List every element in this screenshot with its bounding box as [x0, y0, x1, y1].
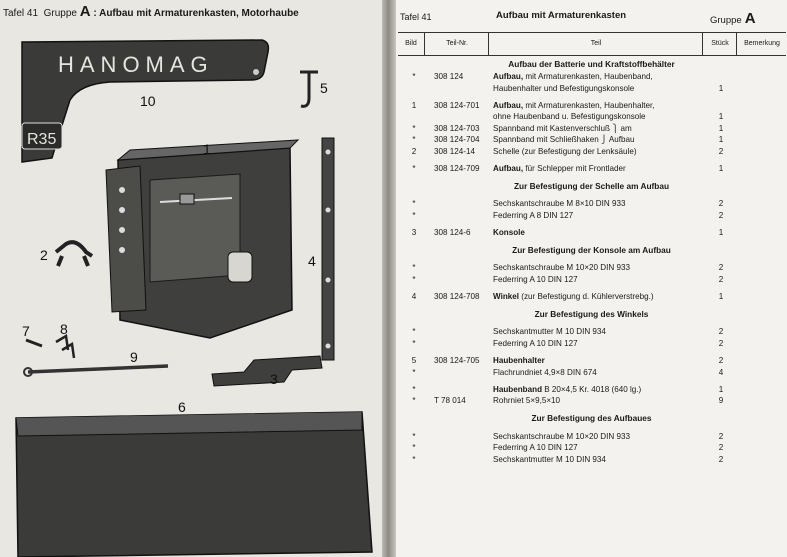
callout-6: 6: [178, 399, 186, 415]
right-gruppe-label: Gruppe: [710, 15, 742, 26]
cell-stueck: 2: [718, 263, 724, 273]
table-row: [396, 355, 787, 367]
cell-teil: Aufbau, mit Armaturenkasten, Haubenhalter,: [493, 100, 655, 110]
exploded-parts-illustration: [0, 20, 382, 557]
cell-teil-nr: 308 124-704: [434, 135, 480, 145]
table-row: [396, 83, 787, 95]
cell-bild: 4: [411, 292, 417, 301]
cell-stueck: 2: [718, 199, 724, 209]
callout-8: 8: [60, 321, 68, 337]
right-gruppe-letter: A: [744, 10, 756, 27]
cell-teil: Sechskantmutter M 10 DIN 934: [493, 454, 606, 464]
section-heading: Zur Befestigung des Aufbaues: [531, 413, 652, 424]
cell-bild: *: [412, 275, 416, 284]
col-bild: Bild: [405, 40, 417, 47]
cell-bild: 3: [411, 228, 417, 237]
table-row: [396, 291, 787, 303]
cell-stueck: 2: [718, 443, 724, 453]
cell-teil-nr: 308 124-709: [434, 164, 480, 173]
cell-teil-nr: 308 124: [434, 72, 464, 81]
cell-bild: *: [412, 263, 416, 273]
cell-teil: Federring A 10 DIN 127: [493, 443, 578, 453]
cell-stueck: 2: [718, 147, 724, 156]
section-heading: Zur Befestigung des Winkels: [534, 309, 649, 319]
cell-teil: Federring A 10 DIN 127: [493, 275, 578, 284]
cell-teil: Sechskantschraube M 10×20 DIN 933: [493, 431, 631, 441]
cell-teil: Schelle (zur Befestigung der Lenksäule): [493, 147, 637, 156]
cell-stueck: 1: [718, 123, 724, 133]
cell-stueck: 1: [718, 135, 724, 145]
left-page: [0, 0, 382, 557]
table-row: [396, 227, 787, 239]
callout-1: 1: [203, 141, 211, 157]
callout-10: 10: [140, 93, 156, 109]
part-7-screw: [26, 340, 42, 346]
col-bemerkung: Bemerkung: [736, 33, 787, 55]
callout-3: 3: [270, 371, 278, 387]
part-6-hood-cover: [16, 412, 372, 557]
cell-teil-nr: 308 124-705: [434, 356, 480, 365]
col-teil: Teil: [488, 33, 703, 55]
cell-teil: Spannband mit Kastenverschluß ⎫ am: [493, 123, 632, 133]
hanomag-logo-text: HANOMAG: [58, 52, 214, 77]
table-row: [396, 384, 787, 396]
part-9-hood-band: [24, 366, 168, 376]
cell-teil: ohne Haubenband u. Befestigungskonsole: [493, 112, 646, 122]
table-row: [396, 326, 787, 338]
left-page-header: [3, 3, 299, 20]
table-row: [396, 338, 787, 350]
left-gruppe-letter: A: [79, 3, 91, 20]
callout-2: 2: [40, 247, 48, 263]
cell-bild: *: [412, 164, 416, 173]
cell-teil-bold: Winkel: [493, 292, 520, 301]
cell-stueck: 2: [718, 327, 724, 337]
right-tafel: Tafel 41: [400, 12, 432, 22]
cell-teil: Flachrundniet 4,9×8 DIN 674: [493, 367, 597, 377]
cell-bild: 2: [411, 147, 417, 156]
cell-bild: *: [412, 396, 416, 406]
cell-teil-bold: Haubenband: [493, 384, 543, 394]
cell-bild: *: [412, 123, 416, 133]
cell-bild: *: [412, 199, 416, 209]
cell-teil: Sechskantmutter M 10 DIN 934: [493, 327, 606, 337]
cell-stueck: 4: [718, 367, 724, 377]
table-row: [396, 367, 787, 379]
cell-teil-nr: 308 124-703: [434, 123, 480, 133]
cell-stueck: 1: [718, 292, 724, 301]
table-row: [396, 146, 787, 158]
cell-teil-nr: 308 124-6: [434, 228, 471, 237]
cell-teil-bold: Aufbau,: [493, 72, 524, 81]
cell-teil: Aufbau, mit Armaturenkasten, Haubenband,: [493, 72, 653, 81]
left-gruppe-label: Gruppe: [43, 8, 77, 19]
part-5-hood-holder: [300, 72, 318, 106]
cell-stueck: 1: [718, 164, 724, 173]
cell-stueck: 2: [718, 356, 724, 365]
cell-bild: *: [412, 443, 416, 453]
cell-bild: *: [412, 431, 416, 441]
part-1-battery-box: [106, 140, 298, 338]
cell-teil: Federring A 8 DIN 127: [493, 211, 574, 220]
cell-teil: Aufbau, für Schlepper mit Frontlader: [493, 164, 626, 173]
cell-stueck: 1: [718, 112, 724, 122]
cell-teil: Winkel (zur Befestigung d. Kühlerverstrebg.): [493, 292, 654, 301]
cell-stueck: 2: [718, 275, 724, 284]
cell-stueck: 9: [718, 396, 724, 406]
cell-stueck: 1: [718, 83, 724, 93]
cell-bild: *: [412, 367, 416, 377]
cell-teil: Haubenband B 20×4,5 Kr. 4018 (640 lg.): [493, 384, 642, 394]
section-heading: Aufbau der Batterie und Kraftstoffbehälter: [508, 59, 675, 69]
cell-teil: [493, 227, 525, 239]
cell-teil-bold: Aufbau,: [493, 100, 524, 110]
cell-stueck: 1: [718, 228, 724, 237]
cell-teil: Sechskantschraube M 10×20 DIN 933: [493, 263, 631, 273]
r35-model-text: R35: [27, 131, 57, 148]
cell-teil-bold: Haubenhalter: [493, 356, 545, 365]
left-tafel: Tafel 41: [3, 8, 39, 19]
cell-bild: *: [412, 384, 416, 394]
table-row: [396, 111, 787, 123]
book-gutter: [382, 0, 396, 557]
cell-teil: Spannband mit Schließhaken ⎭ Aufbau: [493, 135, 635, 145]
cell-bild: 5: [411, 356, 417, 365]
table-row: [396, 123, 787, 135]
right-gruppe: [710, 10, 756, 27]
right-page-header: [400, 6, 786, 30]
col-stueck: Stück: [702, 33, 737, 55]
table-row: [396, 198, 787, 210]
cell-teil-bold: Konsole: [493, 228, 525, 237]
part-4-angle-bracket: [322, 138, 334, 360]
right-page: [396, 0, 787, 557]
cell-bild: *: [412, 327, 416, 337]
table-row: [396, 134, 787, 146]
cell-bild: *: [412, 339, 416, 348]
table-row: [396, 71, 787, 83]
cell-stueck: 2: [718, 431, 724, 441]
parts-table-header: [398, 32, 786, 56]
cell-teil: Haubenhalter und Befestigungskonsole: [493, 83, 635, 93]
table-row: [396, 395, 787, 407]
cell-bild: *: [412, 72, 416, 81]
cell-teil: [493, 355, 545, 367]
cell-teil: Rohrniet 5×9,5×10: [493, 396, 561, 406]
cell-bild: *: [412, 135, 416, 145]
cell-teil-bold: Aufbau,: [493, 164, 524, 173]
table-row: [396, 100, 787, 112]
cell-stueck: 2: [718, 211, 724, 220]
cell-bild: 1: [411, 100, 417, 110]
callout-7: 7: [22, 323, 30, 339]
cell-teil-nr: T 78 014: [434, 396, 466, 406]
table-row: [396, 454, 787, 466]
part-2-clamp: [56, 242, 92, 266]
right-title: Aufbau mit Armaturenkasten: [496, 10, 627, 21]
callout-4: 4: [308, 253, 316, 269]
cell-teil-nr: 308 124-14: [434, 147, 475, 156]
section-heading: Zur Befestigung der Schelle am Aufbau: [513, 181, 670, 191]
col-teil-nr: Teil-Nr.: [424, 33, 489, 55]
callout-9: 9: [130, 349, 138, 365]
cell-teil-nr: 308 124-708: [434, 292, 480, 301]
table-row: [396, 431, 787, 443]
cell-teil-nr: 308 124-701: [434, 100, 480, 110]
table-row: [396, 262, 787, 274]
cell-bild: *: [412, 211, 416, 220]
cell-teil: Sechskantschraube M 8×10 DIN 933: [493, 199, 626, 209]
cell-stueck: 2: [718, 339, 724, 348]
part-3-console: [212, 356, 322, 386]
cell-bild: *: [412, 454, 416, 464]
part-8-washers: [56, 336, 74, 358]
cell-stueck: 2: [718, 454, 724, 464]
table-row: [396, 163, 787, 175]
callout-5: 5: [320, 80, 328, 96]
table-row: [396, 210, 787, 222]
section-heading: Zur Befestigung der Konsole am Aufbau: [512, 245, 671, 255]
cell-teil: Federring A 10 DIN 127: [493, 339, 578, 348]
cell-stueck: 1: [718, 384, 724, 394]
left-title: : Aufbau mit Armaturenkasten, Motorhaube: [93, 8, 299, 19]
table-row: [396, 442, 787, 454]
table-row: [396, 274, 787, 286]
